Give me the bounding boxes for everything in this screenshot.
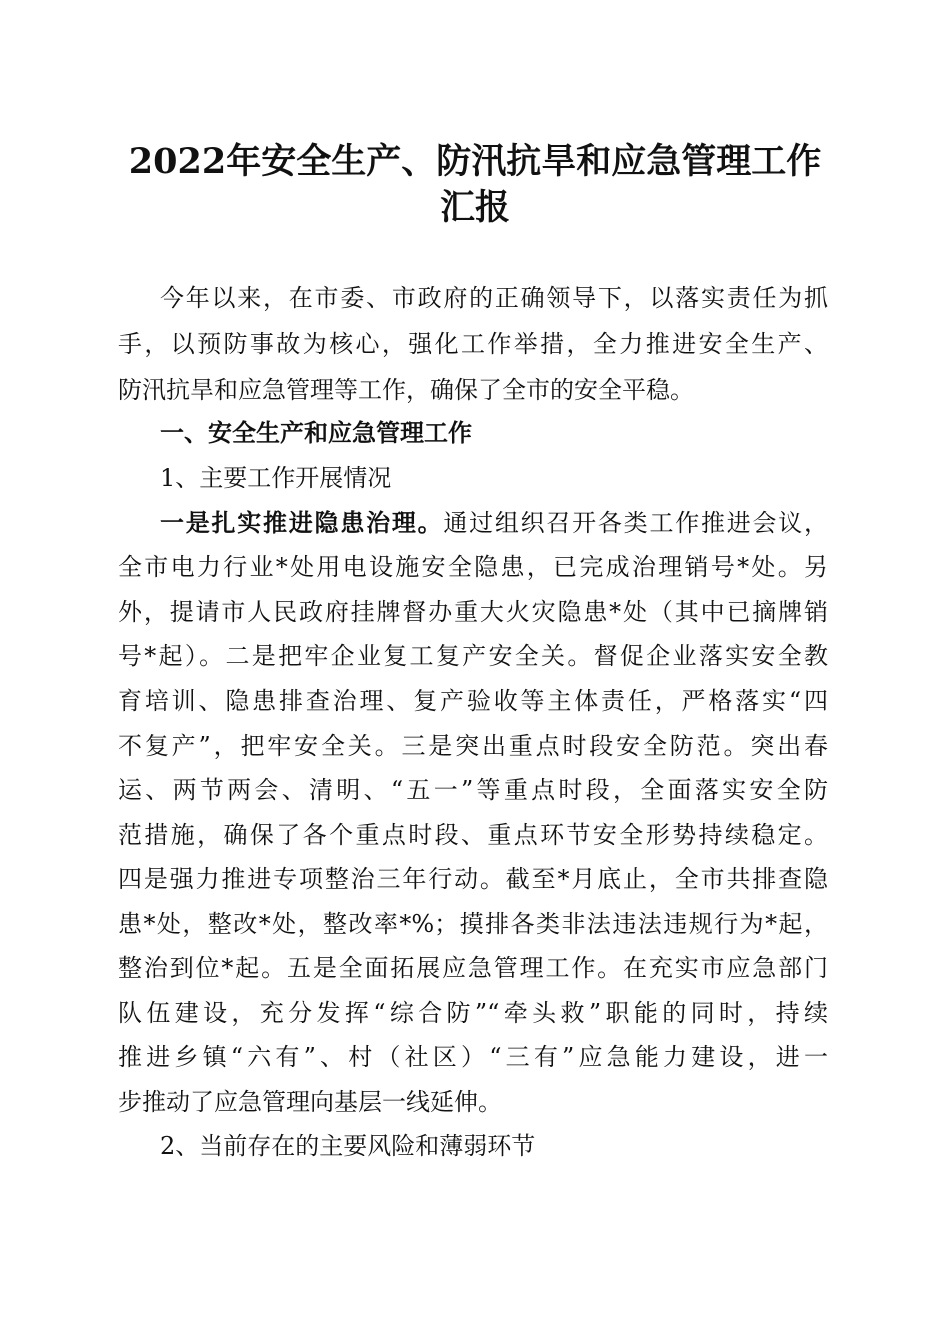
paragraph-line: 外，提请市人民政府挂牌督办重大火灾隐患*处（其中已摘牌销 [118,598,828,626]
paragraph-line: 四是强力推进专项整治三年行动。截至*月底止，全市共排查隐 [118,865,828,893]
paragraph-lead-rest: 通过组织召开各类工作推进会议， [443,509,828,537]
paragraph-line: 整治到位*起。五是全面拓展应急管理工作。在充实市应急部门 [118,954,828,982]
document-title-line1: 2022年安全生产、防汛抗旱和应急管理工作 [128,141,822,182]
paragraph-line: 全市电力行业*处用电设施安全隐患，已完成治理销号*处。另 [118,553,828,581]
paragraph-line [160,508,828,538]
subsection-heading: 2、当前存在的主要风险和薄弱环节 [160,1132,536,1160]
paragraph-line: 育培训、隐患排查治理、复产验收等主体责任，严格落实“四 [118,687,828,715]
section-heading: 一、安全生产和应急管理工作 [160,419,472,447]
intro-line: 防汛抗旱和应急管理等工作，确保了全市的安全平稳。 [118,376,694,404]
paragraph-line: 运、两节两会、清明、“五一”等重点时段，全面落实安全防 [118,776,828,804]
document-title-line2: 汇报 [439,187,510,228]
intro-line: 手，以预防事故为核心，强化工作举措，全力推进安全生产、 [118,330,828,358]
paragraph-lead: 一是扎实推进隐患治理。 [160,509,444,537]
paragraph-line: 患*处，整改*处，整改率*%；摸排各类非法违法违规行为*起， [118,910,828,938]
paragraph-line: 不复产”，把牢安全关。三是突出重点时段安全防范。突出春 [118,732,828,760]
subsection-heading: 1、主要工作开展情况 [160,464,392,492]
paragraph-line: 号*起）。二是把牢企业复工复产安全关。督促企业落实安全教 [118,642,828,670]
paragraph-line: 队伍建设，充分发挥“综合防”“牵头救”职能的同时，持续 [118,999,828,1027]
paragraph-line: 范措施，确保了各个重点时段、重点环节安全形势持续稳定。 [118,821,828,849]
paragraph-line: 步推动了应急管理向基层一线延伸。 [118,1088,502,1116]
paragraph-line: 推进乡镇“六有”、村（社区）“三有”应急能力建设，进一 [118,1043,828,1071]
intro-line: 今年以来，在市委、市政府的正确领导下，以落实责任为抓 [160,284,828,312]
